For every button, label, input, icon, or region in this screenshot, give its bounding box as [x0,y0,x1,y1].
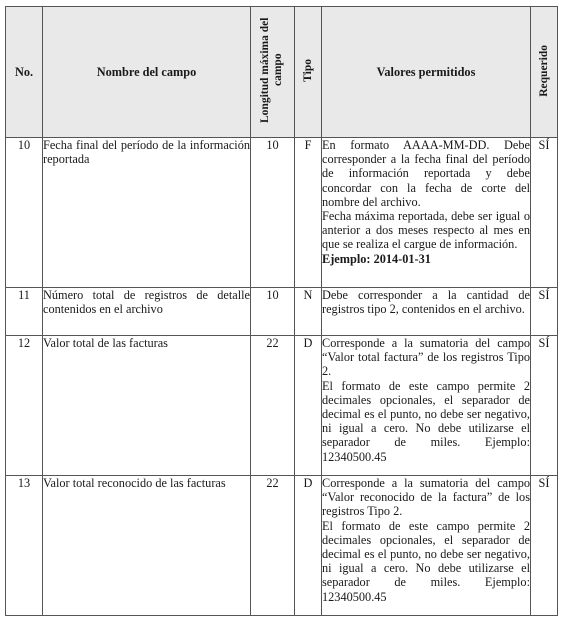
max-length: 10 [251,288,295,336]
allowed-values [322,288,531,336]
required-flag: SÍ [531,336,558,476]
allowed-values-text: Corresponde a la sumatoria del campo “Valor total factura” de los registros Tipo 2. [322,336,530,379]
header-type [295,7,322,138]
field-type: D [295,336,322,476]
field-name: Número total de registros de detalle contenidos en el archivo [43,288,251,336]
field-type: D [295,476,322,616]
header-required [531,7,558,138]
required-flag: SÍ [531,288,558,336]
row-number: 10 [6,138,43,288]
header-max-length-label: Longitud máxima del campo [258,17,284,124]
header-type-label: Tipo [301,58,314,82]
field-type: F [295,138,322,288]
allowed-values-text: Corresponde a la sumatoria del campo “Valor reconocido de la factura” de los registros Tipo 2. [322,476,530,519]
max-length: 22 [251,336,295,476]
field-name: Fecha final del período de la información reportada [43,138,251,288]
table-row [6,336,558,476]
table-row [6,288,558,336]
table-header-row [6,7,558,138]
header-no: No. [6,7,43,138]
allowed-values [322,476,531,616]
max-length: 10 [251,138,295,288]
header-field-name: Nombre del campo [43,7,251,138]
field-type: N [295,288,322,336]
allowed-values [322,336,531,476]
required-flag: SÍ [531,138,558,288]
header-max-length [251,7,295,138]
table-row [6,476,558,616]
table-row [6,138,558,288]
allowed-values-text: En formato AAAA-MM-DD. Debe corresponder a la fecha final del período de información reportada y debe concordar con la fecha de corte del nombre del archivo. [322,138,530,209]
allowed-values-text: El formato de este campo permite 2 decimales opcionales, el separador de decimal es el punto, no debe ser negativo, ni igual a cero. No debe utilizarse el separador de miles. Ejemplo: 12340500.45 [322,518,530,604]
field-name: Valor total de las facturas [43,336,251,476]
example-value: Ejemplo: 2014-01-31 [322,251,431,266]
field-spec-table [5,6,558,616]
row-number: 11 [6,288,43,336]
row-number: 13 [6,476,43,616]
header-required-label: Requerido [537,44,550,97]
allowed-values [322,138,531,288]
row-number: 12 [6,336,43,476]
allowed-values-text: El formato de este campo permite 2 decimales opcionales, el separador de decimal es el punto, no debe ser negativo, ni igual a cero. No debe utilizarse el separador de miles. Ejemplo: 12340500.45 [322,378,530,464]
allowed-values-text: Fecha máxima reportada, debe ser igual o anterior a dos meses respecto al mes en que se realiza el cargue de información. [322,209,530,252]
max-length: 22 [251,476,295,616]
required-flag: SÍ [531,476,558,616]
header-allowed-values: Valores permitidos [322,7,531,138]
field-name: Valor total reconocido de las facturas [43,476,251,616]
allowed-values-text: Debe corresponder a la cantidad de registros tipo 2, contenidos en el archivo. [322,288,530,317]
